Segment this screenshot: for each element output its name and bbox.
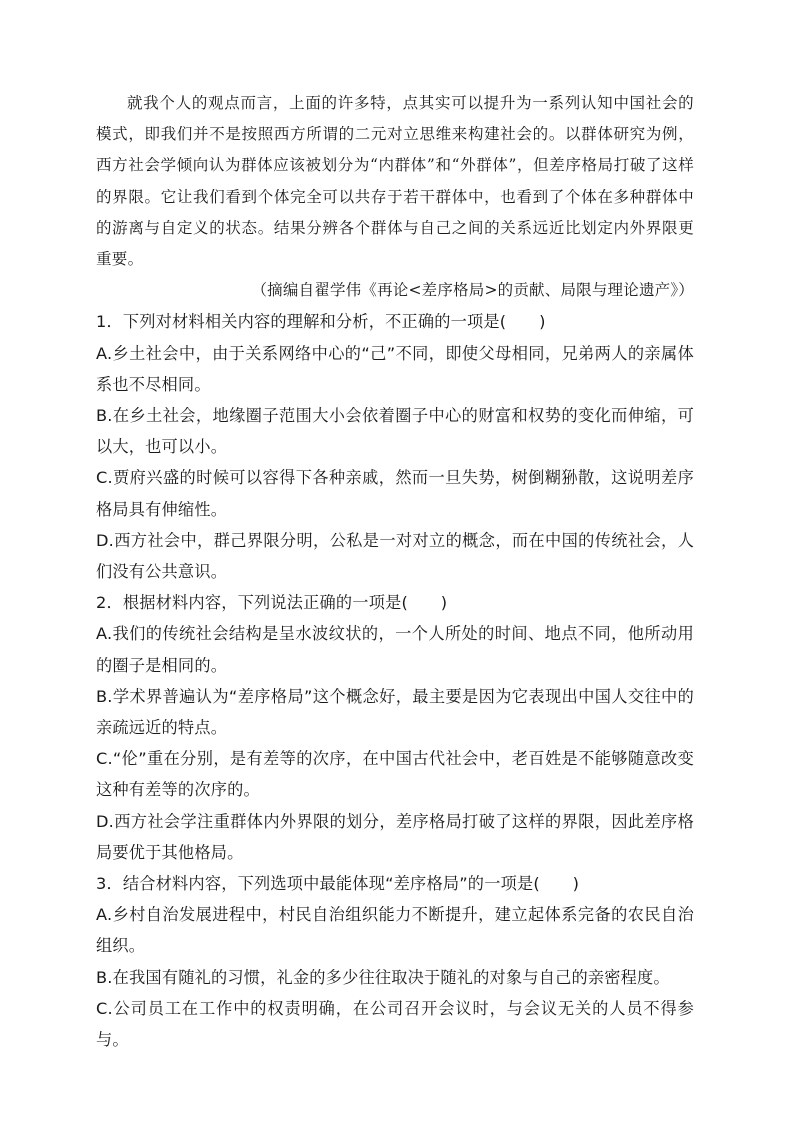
passage-source: （摘编自翟学伟《再论<差序格局>的贡献、局限与理论遗产》） — [251, 281, 694, 300]
option-a: A.乡村自治发展进程中，村民自治组织能力不断提升，建立起体系完备的农民自治组织。 — [96, 905, 694, 956]
option-a: A.我们的传统社会结构是呈水波纹状的，一个人所处的时间、地点不同，他所动用的圈子是相同的。 — [96, 624, 694, 675]
option-a: A.乡土社会中，由于关系网络中心的“己”不同，即使父母相同，兄弟两人的亲属体系也不尽相同。 — [96, 343, 694, 394]
option-b: B.在我国有随礼的习惯，礼金的多少往往取决于随礼的对象与自己的亲密程度。 — [96, 967, 670, 987]
option-b: B.学术界普遍认为“差序格局”这个概念好，最主要是因为它表现出中国人交往中的亲疏远近的特点。 — [96, 686, 694, 738]
option-d: D.西方社会学注重群体内外界限的划分，差序格局打破了这样的界限，因此差序格局要优于其他格局。 — [96, 811, 694, 862]
question-stem: 1．下列对材料相关内容的理解和分析，不正确的一项是( ) — [96, 312, 546, 332]
passage-paragraph: 就我个人的观点而言，上面的许多特，点其实可以提升为一系列认知中国社会的模式，即我们并不是按照西方所谓的二元对立思维来构建社会的。以群体研究为例，西方社会学倾向认为群体应该被划分为“内群体”和“外群体”，但差序格局打破了这样的界限。它让我们看到个体完全可以共存于若干群体中，也看到了个体在多种群体中的游离与自定义的状态。结果分辨各个群体与自己之间的关系远近比划定内外界限更重要。 — [96, 94, 694, 269]
question-block — [96, 306, 694, 587]
option-b: B.在乡土社会，地缘圈子范围大小会依着圈子中心的财富和权势的变化而伸缩，可以大，也可以小。 — [96, 406, 694, 457]
option-c: C.“伦”重在分别，是有差等的次序，在中国古代社会中，老百姓是不能够随意改变这种有差等的次序的。 — [96, 749, 694, 800]
option-c: C.贾府兴盛的时候可以容得下各种亲戚，然而一旦失势，树倒糊狲散，这说明差序格局具有伸缩性。 — [96, 468, 694, 519]
option-c: C.公司员工在工作中的权责明确，在公司召开会议时，与会议无关的人员不得参与。 — [96, 998, 694, 1050]
question-stem: 3．结合材料内容，下列选项中最能体现“差序格局”的一项是( ) — [96, 874, 580, 894]
question-block — [96, 868, 694, 1055]
question-list — [96, 306, 694, 1055]
document-page — [96, 88, 694, 1055]
question-block — [96, 587, 694, 868]
option-d: D.西方社会中，群己界限分明，公私是一对对立的概念，而在中国的传统社会，人们没有公共意识。 — [96, 530, 694, 582]
question-stem: 2．根据材料内容，下列说法正确的一项是( ) — [96, 593, 448, 613]
